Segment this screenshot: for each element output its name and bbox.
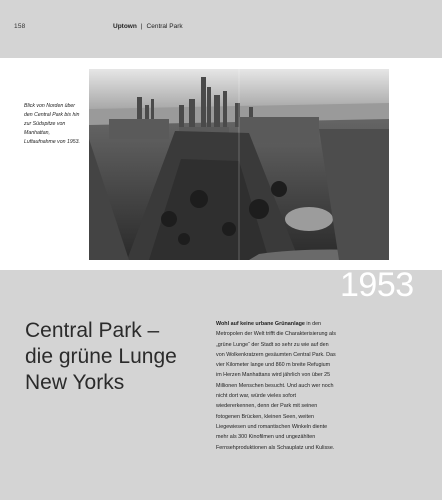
page-headline xyxy=(25,318,205,396)
body-text: in den Metropolen der Welt trifft die Charakterisierung als „grüne Lunge“ der Stadt so sehr zu wie auf den von Wolkenkratzern gesäumten Central Park. Das vier Kilometer lange und 860 m breite Refugium im Herzen Manhattans wird jährlich von über 25 Millionen Menschen besucht. Und auch wer noch nicht dort war, würde vieles sofort wiedererkennen, denn der Park mit seinen fotogenen Brücken, kleinen Seen, weiten Liegewiesen und romantischen Winkeln diente mehr als 300 Kinofilmen und ungezählten Fernsehproduktionen als Schauplatz und Kulisse. xyxy=(216,321,336,451)
running-header xyxy=(113,23,183,30)
body-lead: Wohl auf keine urbane Grünanlage xyxy=(216,321,305,327)
aerial-photo xyxy=(89,69,389,260)
body-paragraph xyxy=(216,319,336,453)
headline-line-2: die grüne Lunge xyxy=(25,345,177,368)
photo-caption: Blick von Norden über den Central Park bis hin zur Südspitze von Manhattan, Luftaufnahme von 1953. xyxy=(24,103,80,145)
headline-line-1: Central Park – xyxy=(25,319,160,342)
page-number: 158 xyxy=(14,23,26,30)
year-label: 1953 xyxy=(340,266,414,304)
header-separator: | xyxy=(140,23,143,30)
section-title: Uptown xyxy=(113,23,137,30)
headline-line-3: New Yorks xyxy=(25,371,125,394)
chapter-title: Central Park xyxy=(146,23,183,30)
page-header xyxy=(0,0,442,58)
